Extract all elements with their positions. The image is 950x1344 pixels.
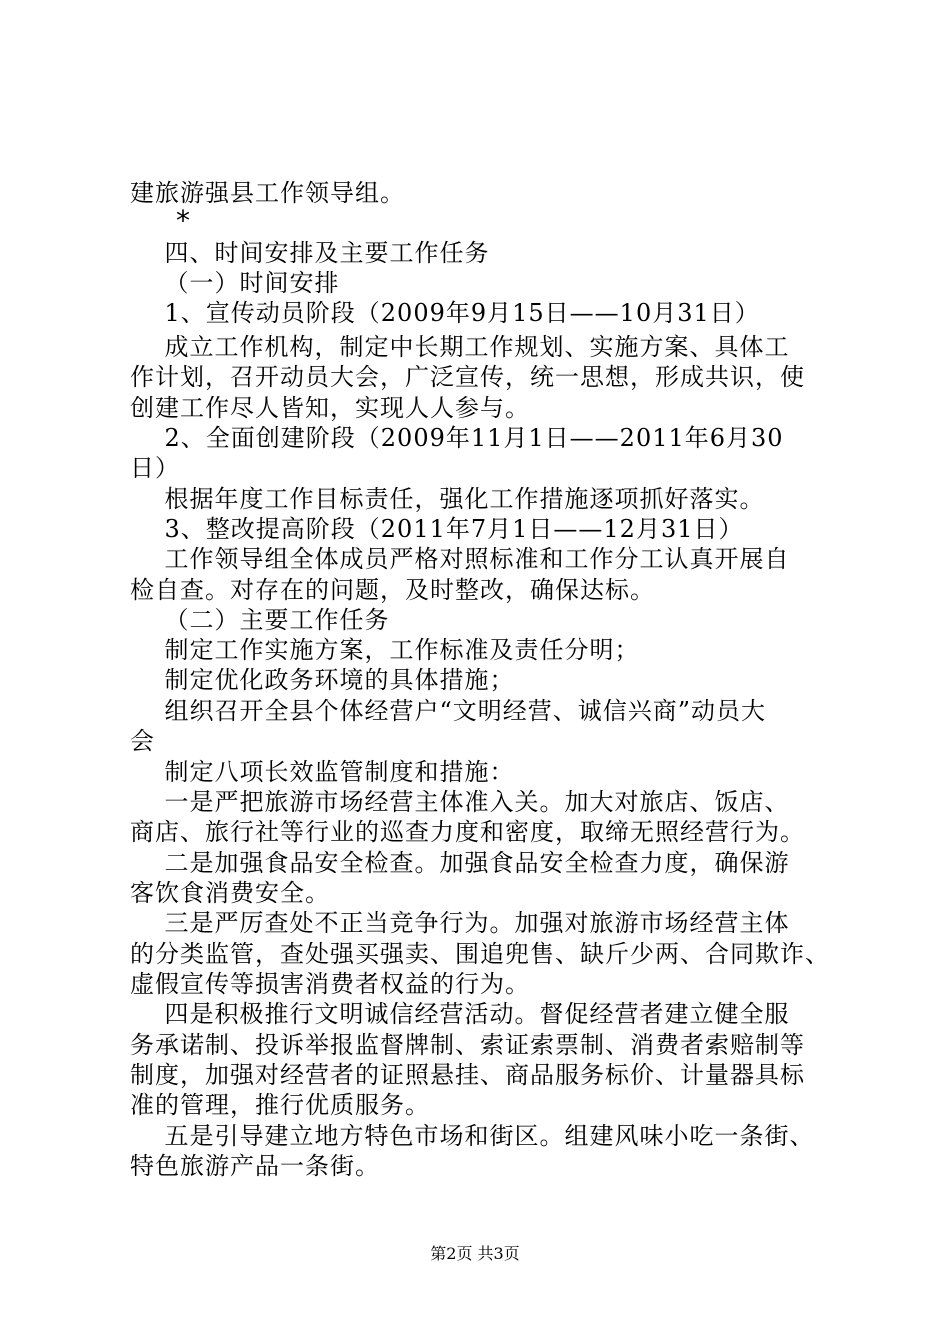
text-line: 三是严厉查处不正当竞争行为。加强对旅游市场经营主体 bbox=[130, 909, 790, 937]
text-line: 制定优化政务环境的具体措施； bbox=[130, 666, 515, 694]
text-line: 会 bbox=[130, 727, 155, 755]
text-line: 二是加强食品安全检查。加强食品安全检查力度，确保游 bbox=[130, 849, 790, 877]
text-line: 1、宣传动员阶段（2009年9月15日——10月31日） bbox=[130, 299, 760, 327]
text-line: （二）主要工作任务 bbox=[130, 606, 390, 634]
text-line: 准的管理，推行优质服务。 bbox=[130, 1091, 430, 1119]
text-line: 根据年度工作目标责任，强化工作措施逐项抓好落实。 bbox=[130, 485, 765, 513]
text-line: 务承诺制、投诉举报监督牌制、索证索票制、消费者索赔制等 bbox=[130, 1031, 805, 1059]
text-line: 3、整改提高阶段（2011年7月1日——12月31日） bbox=[130, 515, 744, 543]
text-line: 日） bbox=[130, 454, 180, 482]
text-line: 制度，加强对经营者的证照悬挂、商品服务标价、计量器具标 bbox=[130, 1061, 805, 1089]
text-line: （一）时间安排 bbox=[130, 269, 340, 297]
text-line: 检自查。对存在的问题，及时整改，确保达标。 bbox=[130, 576, 655, 604]
text-line: 工作领导组全体成员严格对照标准和工作分工认真开展自 bbox=[130, 545, 790, 573]
text-line: 成立工作机构，制定中长期工作规划、实施方案、具体工 bbox=[130, 333, 790, 361]
text-line: 五是引导建立地方特色市场和街区。组建风味小吃一条街、 bbox=[130, 1122, 815, 1150]
text-line: 制定工作实施方案，工作标准及责任分明； bbox=[130, 636, 640, 664]
text-line: 组织召开全县个体经营户“文明经营、诚信兴商”动员大 bbox=[130, 697, 767, 725]
text-line: 的分类监管，查处强买强卖、围追兜售、缺斤少两、合同欺诈、 bbox=[130, 940, 830, 968]
page-footer: 第2页 共3页 bbox=[430, 1244, 520, 1263]
text-line: 四、时间安排及主要工作任务 bbox=[130, 239, 490, 267]
text-line: 制定八项长效监管制度和措施： bbox=[130, 758, 515, 786]
text-line: 创建工作尽人皆知，实现人人参与。 bbox=[130, 394, 530, 422]
text-line: 一是严把旅游市场经营主体准入关。加大对旅店、饭店、 bbox=[130, 788, 790, 816]
text-line: 特色旅游产品一条街。 bbox=[130, 1152, 380, 1180]
text-line: 作计划，召开动员大会，广泛宣传，统一思想，形成共识，使 bbox=[130, 363, 805, 391]
text-line: 建旅游强县工作领导组。 bbox=[130, 179, 405, 207]
asterisk-mark: * bbox=[176, 204, 190, 237]
text-line: 商店、旅行社等行业的巡查力度和密度，取缔无照经营行为。 bbox=[130, 818, 805, 846]
text-line: 2、全面创建阶段（2009年11月1日——2011年6月30 bbox=[130, 424, 784, 452]
text-line: 虚假宣传等损害消费者权益的行为。 bbox=[130, 970, 530, 998]
text-line: 客饮食消费安全。 bbox=[130, 879, 330, 907]
text-line: 四是积极推行文明诚信经营活动。督促经营者建立健全服 bbox=[130, 1000, 790, 1028]
